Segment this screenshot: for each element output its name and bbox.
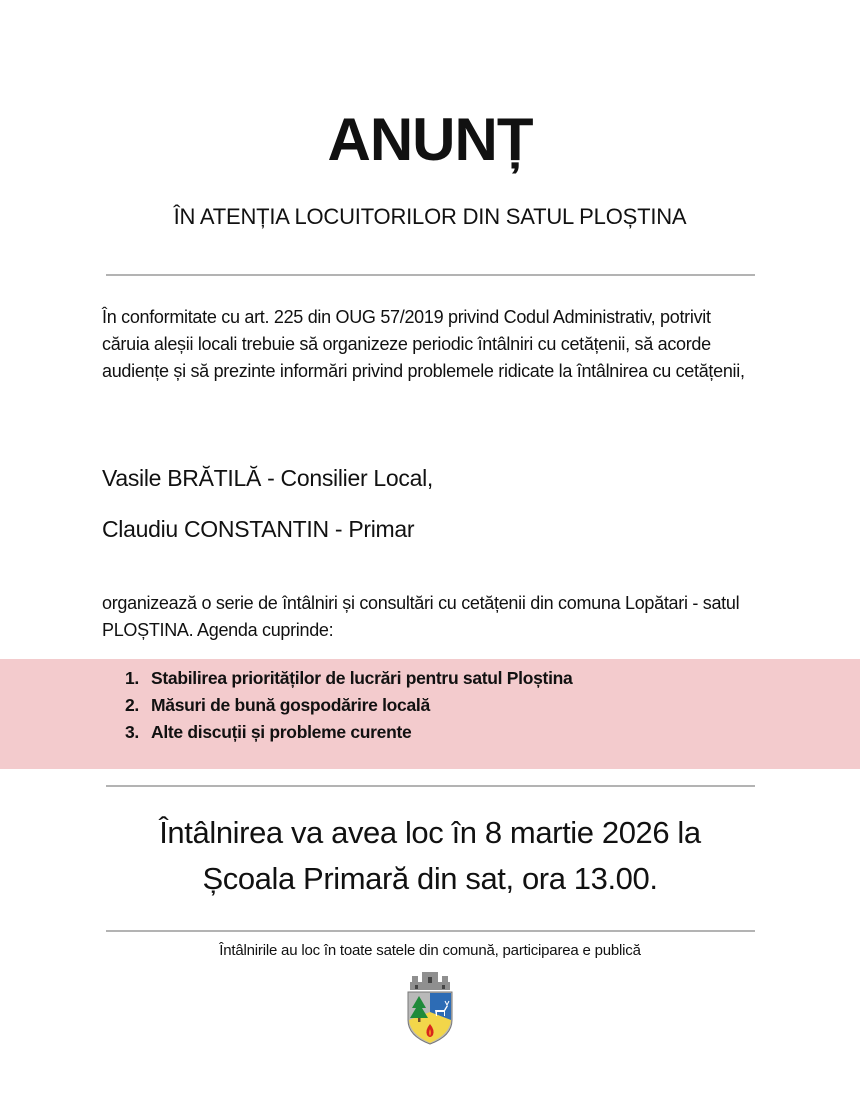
intro-paragraph: În conformitate cu art. 225 din OUG 57/2019 privind Codul Administrativ, potrivit căruia aleșii locali trebuie să organizeze periodic întâlniri cu cetățenii, să acorde audiențe și să prezinte informări privind problemele ridicate la întâlnirea cu cetățenii,	[102, 307, 745, 381]
agenda-item-text: Alte discuții și probleme curente	[151, 722, 412, 742]
footer-note: Întâlnirile au loc în toate satele din comună, participarea e publică	[219, 942, 641, 959]
agenda-item-text: Stabilirea priorităților de lucrări pentru satul Ploștina	[151, 668, 573, 688]
divider-middle	[106, 785, 755, 787]
organizes-paragraph: organizează o serie de întâlniri și consultări cu cetățenii din comuna Lopătari - satul PLOȘTINA. Agenda cuprinde:	[102, 593, 740, 640]
agenda-item-number: 1.	[125, 668, 139, 688]
agenda-item-text: Măsuri de bună gospodărire locală	[151, 695, 430, 715]
agenda-item-number: 2.	[125, 695, 139, 715]
divider-top	[106, 274, 755, 276]
agenda-list	[125, 665, 572, 746]
coat-of-arms-icon	[402, 968, 458, 1048]
agenda-item	[125, 719, 572, 746]
meeting-line-date: Întâlnirea va avea loc în 8 martie 2026 la	[159, 815, 701, 850]
meeting-line-place: Școala Primară din sat, ora 13.00.	[202, 861, 658, 896]
page-title: ANUNȚ	[327, 106, 533, 173]
divider-bottom	[106, 930, 755, 932]
meeting-announcement	[0, 810, 860, 902]
agenda-item	[125, 692, 572, 719]
agenda-item-number: 3.	[125, 722, 139, 742]
organizer-councillor: Vasile BRĂTILĂ - Consilier Local,	[102, 465, 433, 491]
agenda-item	[125, 665, 572, 692]
page-subtitle: ÎN ATENȚIA LOCUITORILOR DIN SATUL PLOȘTINA	[173, 204, 687, 229]
organizer-mayor: Claudiu CONSTANTIN - Primar	[102, 516, 415, 542]
